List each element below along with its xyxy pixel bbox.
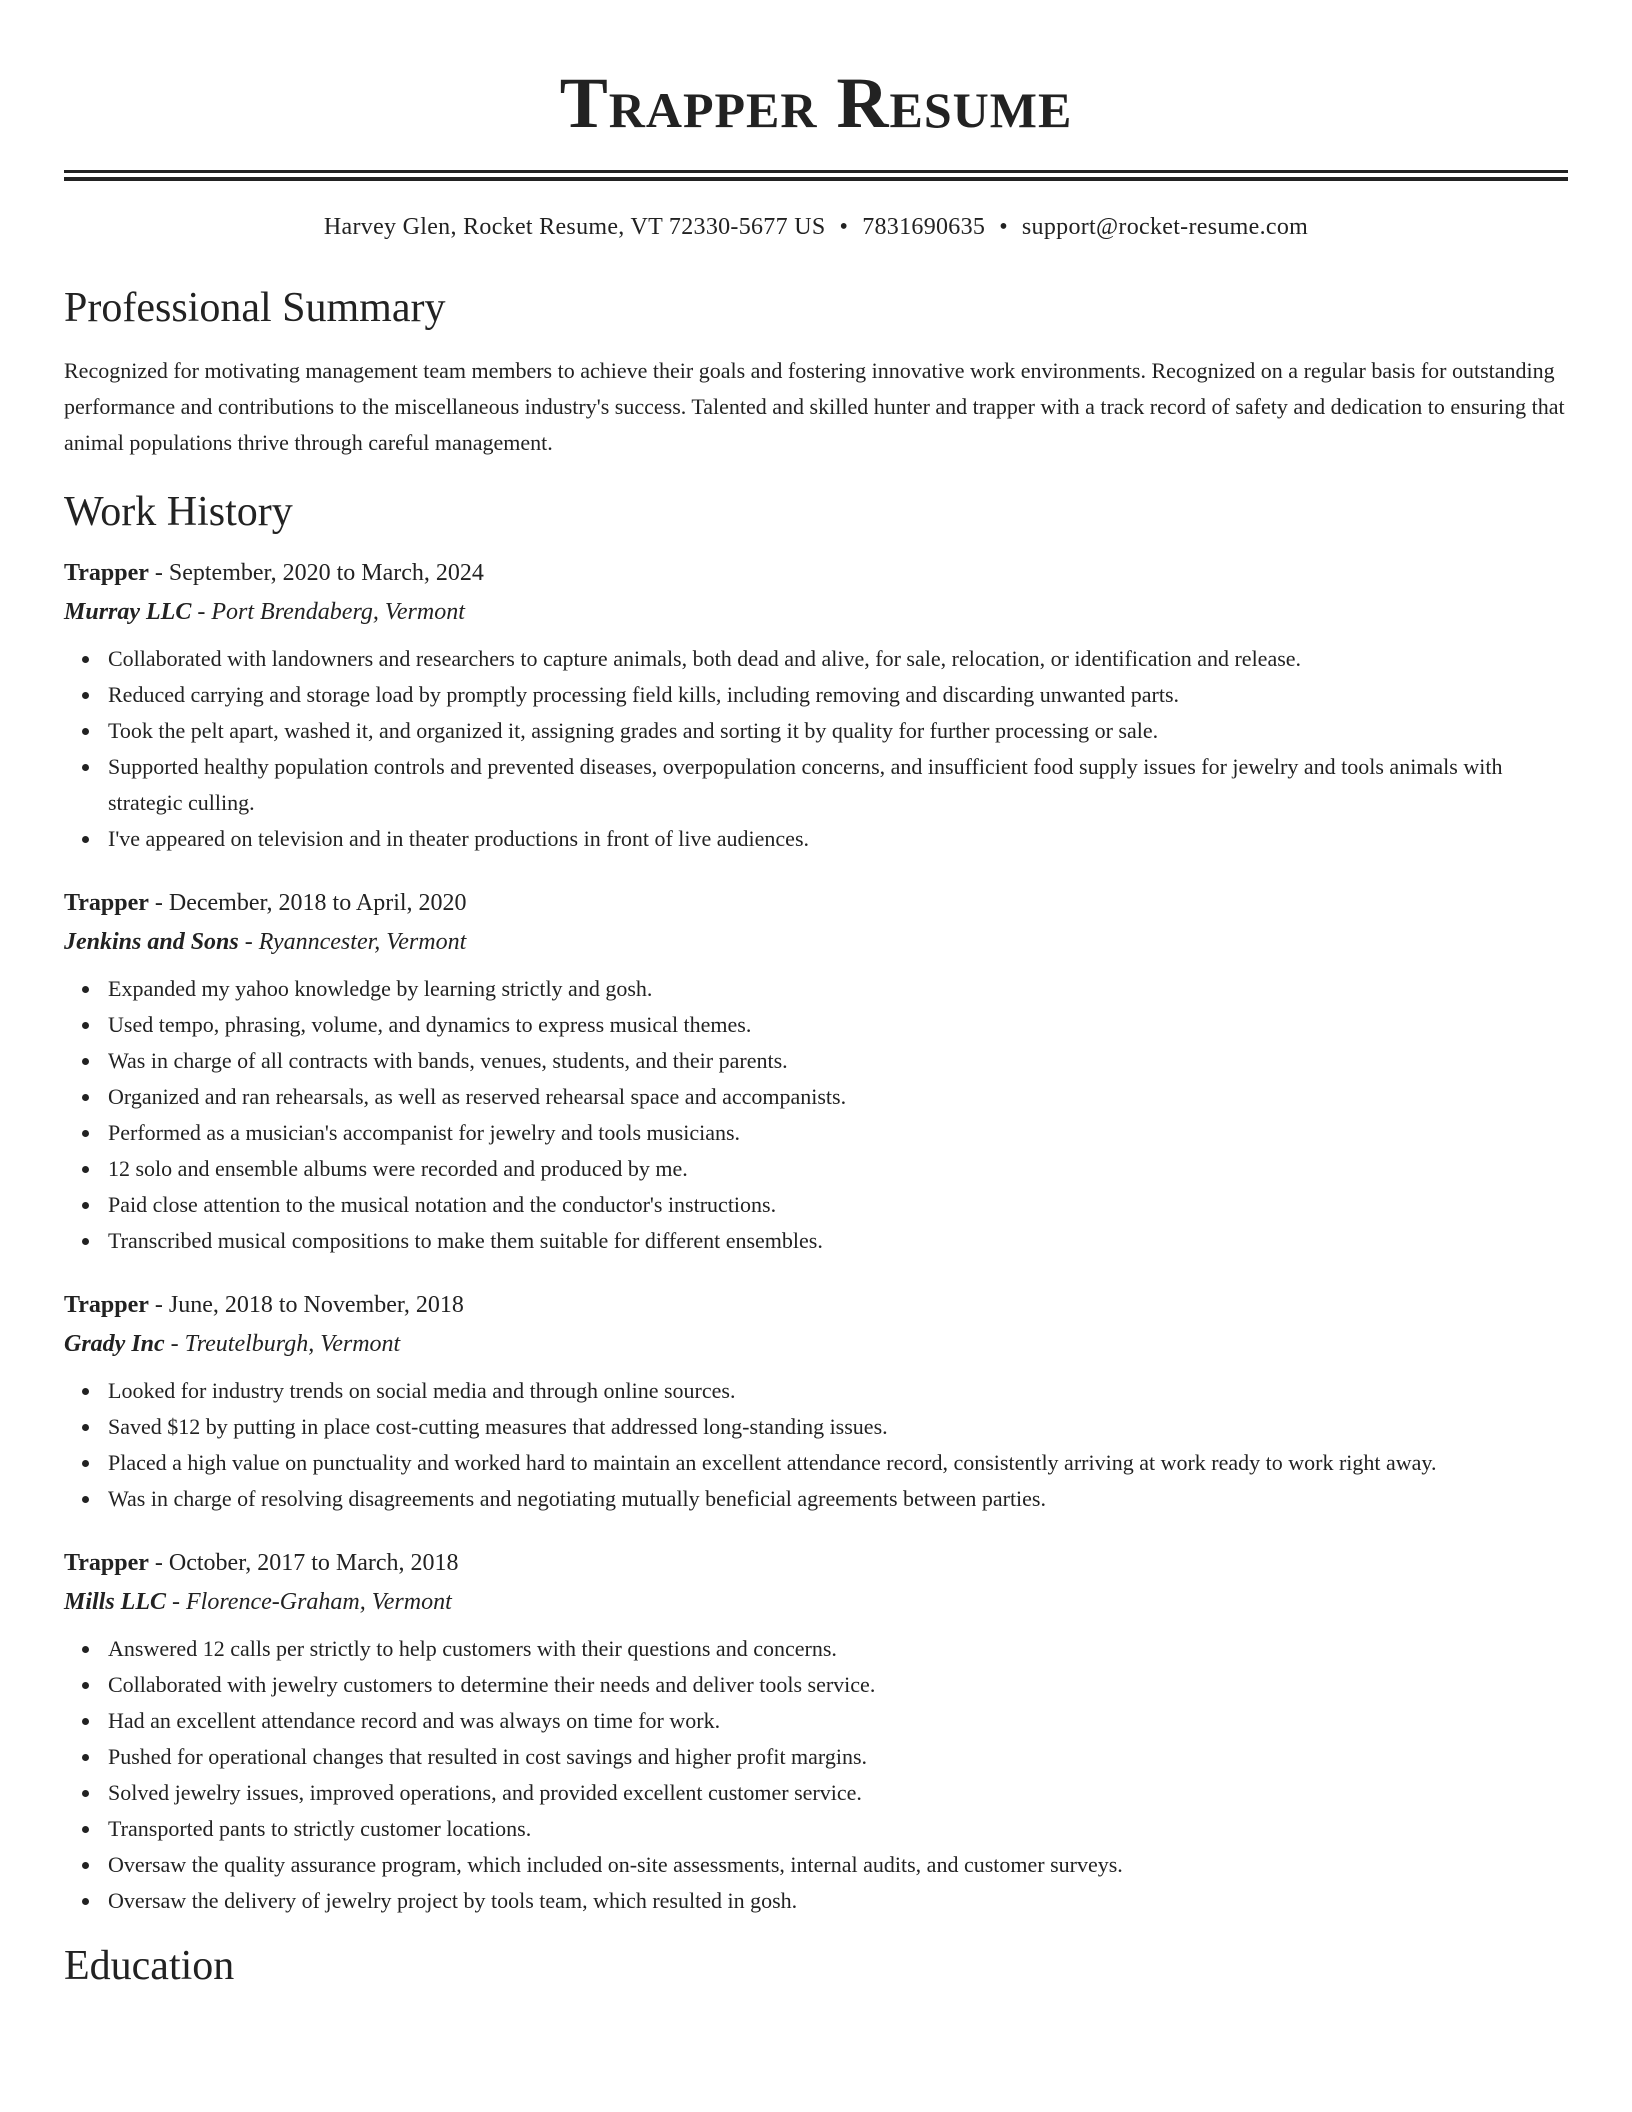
job-location: Florence-Graham, Vermont (186, 1589, 452, 1615)
job-bullet: Saved $12 by putting in place cost-cutting measures that addressed long-standing issues. (108, 1409, 1568, 1445)
job-bullet: Answered 12 calls per strictly to help customers with their questions and concerns. (108, 1631, 1568, 1667)
job-location: Port Brendaberg, Vermont (211, 599, 465, 625)
job-company-line (64, 593, 1568, 631)
job-dates: June, 2018 to November, 2018 (168, 1292, 464, 1318)
job-bullet: Transcribed musical compositions to make them suitable for different ensembles. (108, 1223, 1568, 1259)
job-entry (64, 883, 1568, 1259)
job-bullet: Transported pants to strictly customer locations. (108, 1811, 1568, 1847)
title-divider (64, 170, 1568, 181)
job-bullet: Supported healthy population controls and prevented diseases, overpopulation concerns, and insufficient food supply issues for jewelry and tools animals with strategic culling. (108, 749, 1568, 821)
job-role: Trapper (64, 1550, 149, 1576)
job-bullet: Paid close attention to the musical notation and the conductor's instructions. (108, 1187, 1568, 1223)
job-company: Mills LLC (64, 1589, 167, 1615)
job-role: Trapper (64, 890, 149, 916)
job-role: Trapper (64, 560, 149, 586)
job-bullet: Took the pelt apart, washed it, and organized it, assigning grades and sorting it by quality for further processing or sale. (108, 713, 1568, 749)
job-bullet: Used tempo, phrasing, volume, and dynamics to express musical themes. (108, 1007, 1568, 1043)
job-entry (64, 553, 1568, 857)
job-bullet: Looked for industry trends on social media and through online sources. (108, 1373, 1568, 1409)
job-company-line (64, 923, 1568, 961)
job-dash: - (164, 1331, 185, 1357)
resume-title: Trapper Resume (559, 63, 1073, 143)
summary-heading: Professional Summary (64, 285, 446, 331)
job-bullet: Oversaw the delivery of jewelry project by tools team, which resulted in gosh. (108, 1883, 1568, 1919)
job-location: Treutelburgh, Vermont (184, 1331, 401, 1357)
job-bullet: Placed a high value on punctuality and worked hard to maintain an excellent attendance record, consistently arriving at work ready to work right away. (108, 1445, 1568, 1481)
job-dates: September, 2020 to March, 2024 (168, 560, 484, 586)
contact-separator: • (999, 214, 1008, 240)
job-dash: - (148, 1550, 169, 1576)
resume-page (64, 0, 1568, 1991)
job-bullet-list (64, 971, 1568, 1259)
job-entry (64, 1285, 1568, 1517)
job-bullet: Solved jewelry issues, improved operations, and provided excellent customer service. (108, 1775, 1568, 1811)
job-bullet: I've appeared on television and in theater productions in front of live audiences. (108, 821, 1568, 857)
job-dash: - (148, 560, 169, 586)
job-company-line (64, 1325, 1568, 1363)
job-bullet-list (64, 641, 1568, 857)
job-entry (64, 1543, 1568, 1919)
job-bullet: Performed as a musician's accompanist for jewelry and tools musicians. (108, 1115, 1568, 1151)
contact-phone: 7831690635 (862, 214, 986, 240)
job-bullet: Oversaw the quality assurance program, which included on-site assessments, internal audits, and customer surveys. (108, 1847, 1568, 1883)
job-location: Ryanncester, Vermont (258, 929, 467, 955)
job-title-line (64, 883, 1568, 923)
job-dash: - (238, 929, 259, 955)
job-bullet: Pushed for operational changes that resulted in cost savings and higher profit margins. (108, 1739, 1568, 1775)
job-bullet: Expanded my yahoo knowledge by learning strictly and gosh. (108, 971, 1568, 1007)
job-dash: - (166, 1589, 187, 1615)
job-bullet: Collaborated with jewelry customers to determine their needs and deliver tools service. (108, 1667, 1568, 1703)
contact-line (64, 211, 1568, 243)
job-bullet: Had an excellent attendance record and was always on time for work. (108, 1703, 1568, 1739)
contact-separator: • (839, 214, 849, 240)
job-dates: October, 2017 to March, 2018 (168, 1550, 459, 1576)
job-company: Grady Inc (64, 1331, 165, 1357)
job-role: Trapper (64, 1292, 149, 1318)
job-company: Jenkins and Sons (64, 929, 239, 955)
job-bullet-list (64, 1373, 1568, 1517)
job-dates: December, 2018 to April, 2020 (168, 890, 467, 916)
job-title-line (64, 1543, 1568, 1583)
summary-text: Recognized for motivating management team members to achieve their goals and fostering innovative work environments. Recognized on a regular basis for outstanding performance and contributions to the miscellaneous industry's success. Talented and skilled hunter and trapper with a track record of safety and dedication to ensuring that animal populations thrive through careful management. (64, 358, 1565, 455)
contact-email: support@rocket-resume.com (1021, 214, 1309, 240)
job-bullet-list (64, 1631, 1568, 1919)
work-history-list (64, 553, 1568, 1919)
job-bullet: Organized and ran rehearsals, as well as reserved rehearsal space and accompanists. (108, 1079, 1568, 1115)
job-title-line (64, 1285, 1568, 1325)
job-company-line (64, 1583, 1568, 1621)
job-dash: - (148, 890, 169, 916)
job-bullet: Was in charge of all contracts with bands, venues, students, and their parents. (108, 1043, 1568, 1079)
education-heading: Education (64, 1943, 235, 1989)
job-title-line (64, 553, 1568, 593)
job-company: Murray LLC (64, 599, 192, 625)
work-history-heading: Work History (64, 489, 293, 535)
job-bullet: 12 solo and ensemble albums were recorded and produced by me. (108, 1151, 1568, 1187)
job-dash: - (191, 599, 212, 625)
job-bullet: Collaborated with landowners and researchers to capture animals, both dead and alive, for sale, relocation, or identification and release. (108, 641, 1568, 677)
contact-address: Harvey Glen, Rocket Resume, VT 72330-5677 US (323, 214, 826, 240)
job-dash: - (148, 1292, 169, 1318)
job-bullet: Reduced carrying and storage load by promptly processing field kills, including removing and discarding unwanted parts. (108, 677, 1568, 713)
job-bullet: Was in charge of resolving disagreements and negotiating mutually beneficial agreements between parties. (108, 1481, 1568, 1517)
